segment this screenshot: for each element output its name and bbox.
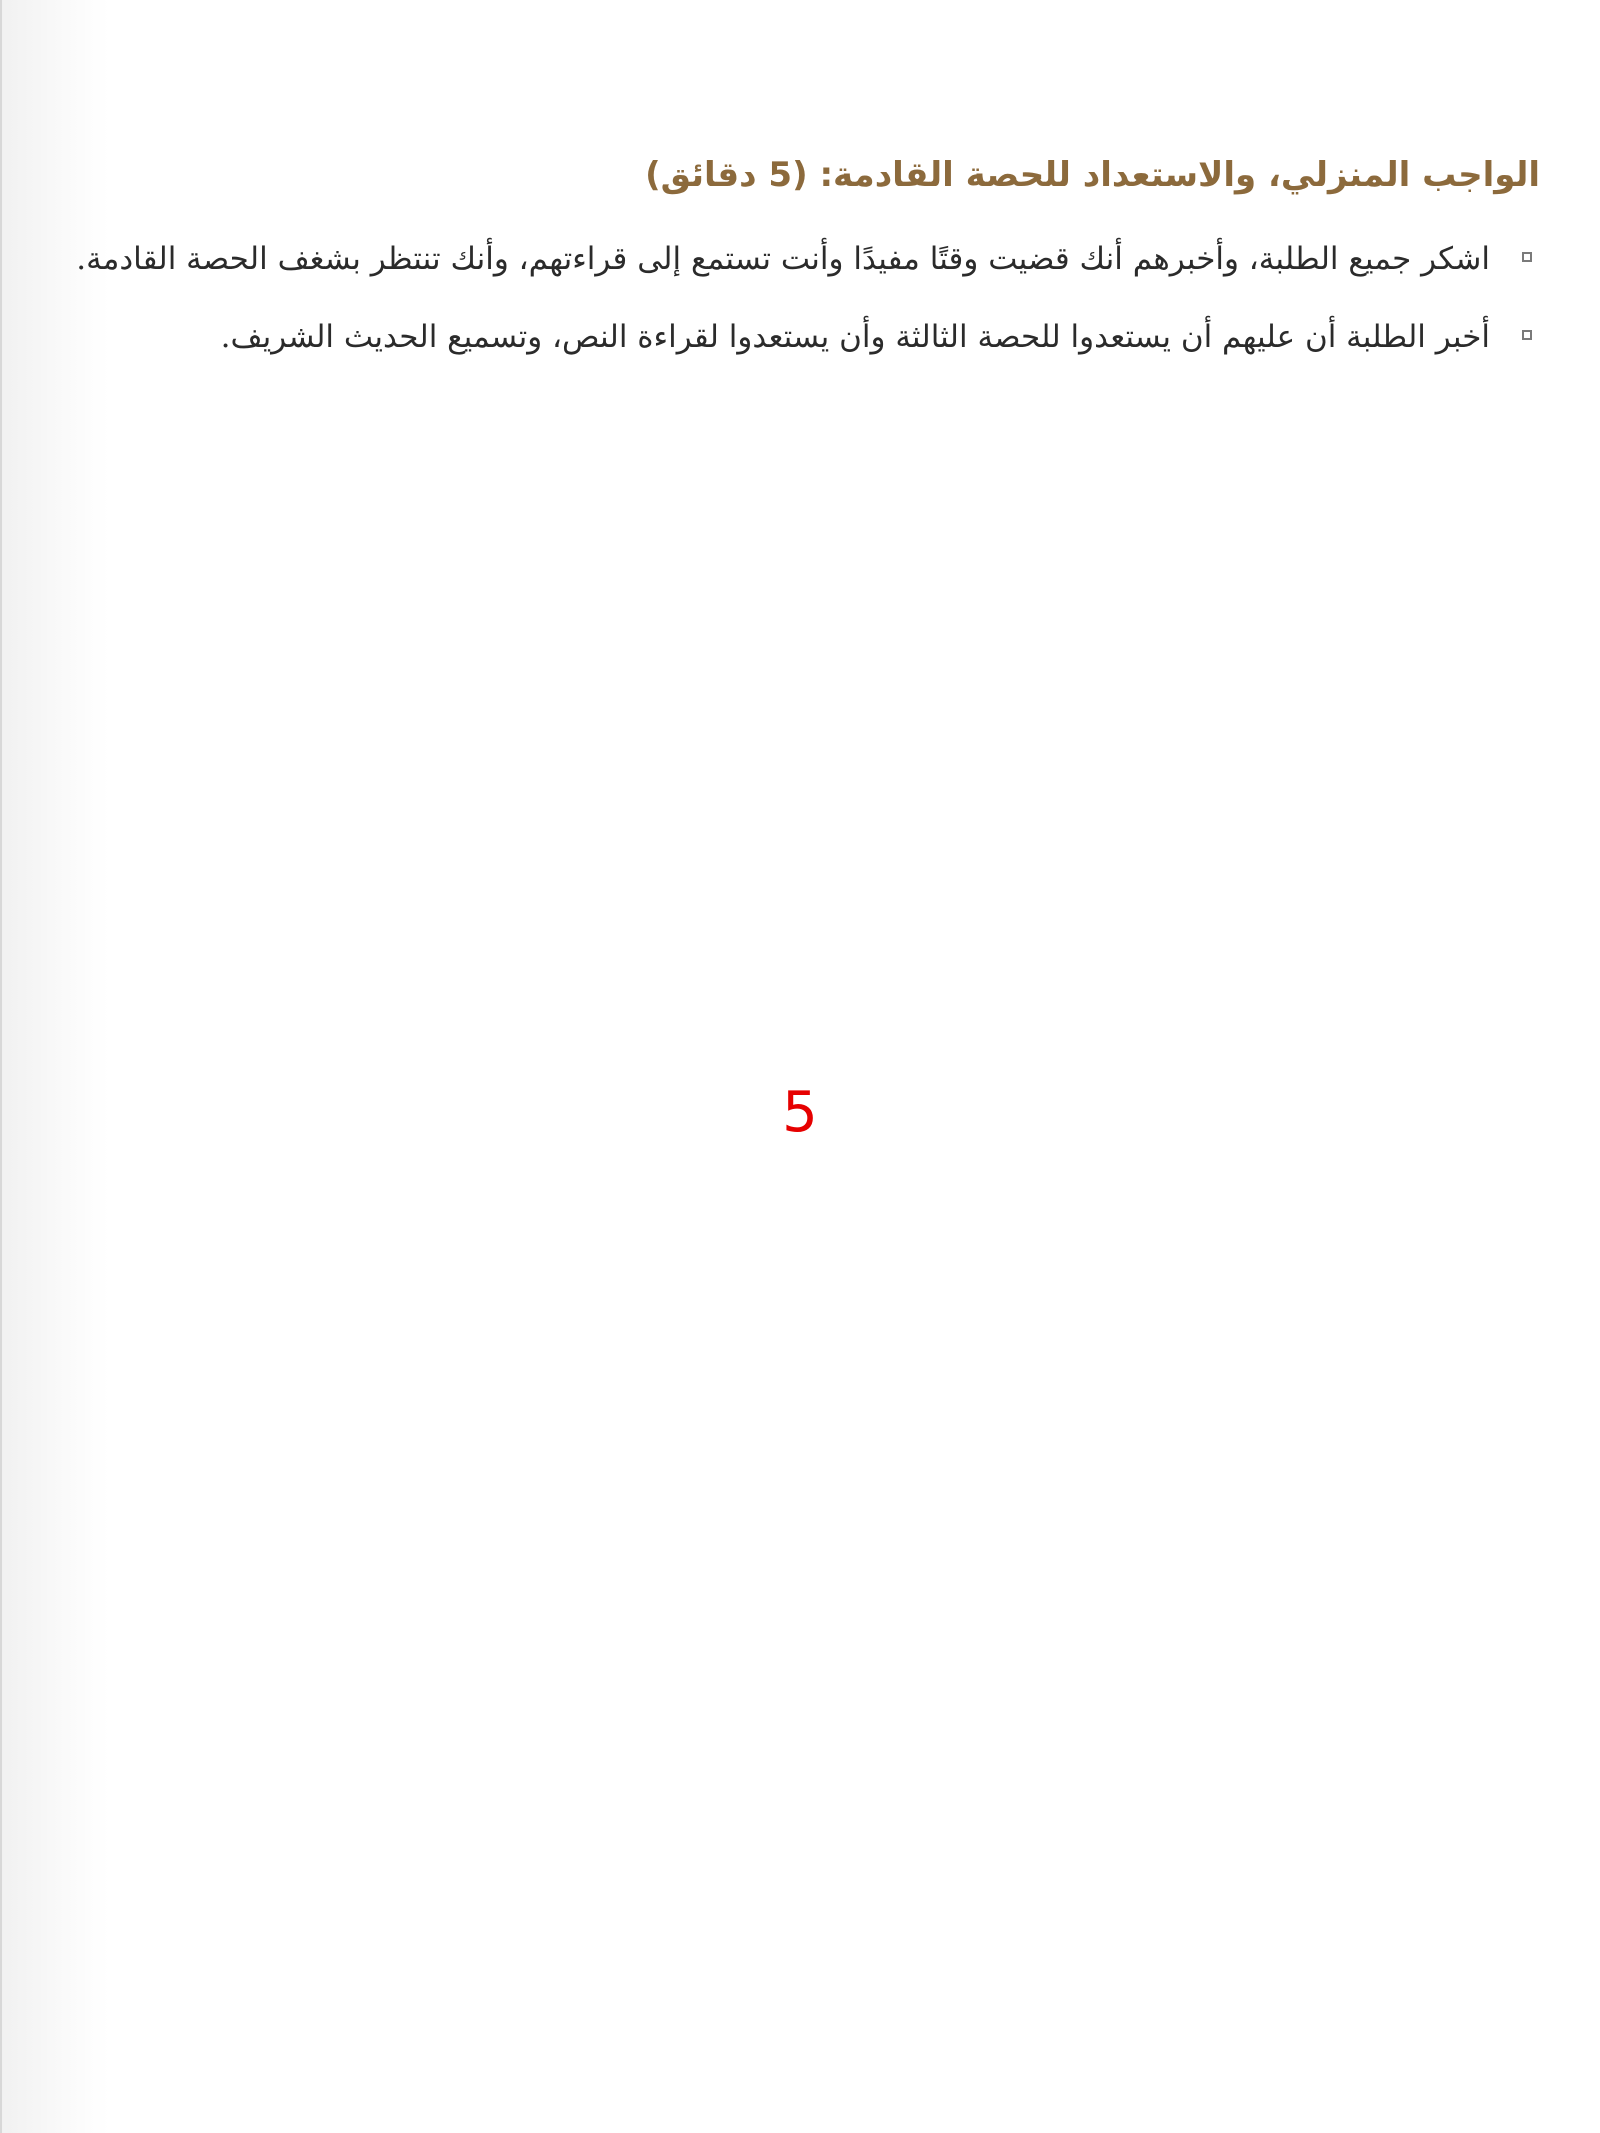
square-bullet-icon [1522, 330, 1532, 340]
section-heading: الواجب المنزلي، والاستعداد للحصة القادمة: (5 دقائق) [645, 155, 1540, 195]
list-item [40, 298, 1540, 376]
list-item [40, 220, 1540, 298]
page-left-edge [0, 0, 2, 2133]
list-item-text: أخبر الطلبة أن عليهم أن يستعدوا للحصة الثالثة وأن يستعدوا لقراءة النص، وتسميع الحديث الشريف. [220, 319, 1490, 355]
square-bullet-icon [1522, 252, 1532, 262]
instruction-list [40, 220, 1540, 376]
lesson-section [40, 150, 1540, 376]
list-item-text: اشكر جميع الطلبة، وأخبرهم أنك قضيت وقتًا مفيدًا وأنت تستمع إلى قراءتهم، وأنك تنتظر بشغف الحصة القادمة. [76, 241, 1490, 277]
page-number: 5 [782, 1080, 818, 1145]
